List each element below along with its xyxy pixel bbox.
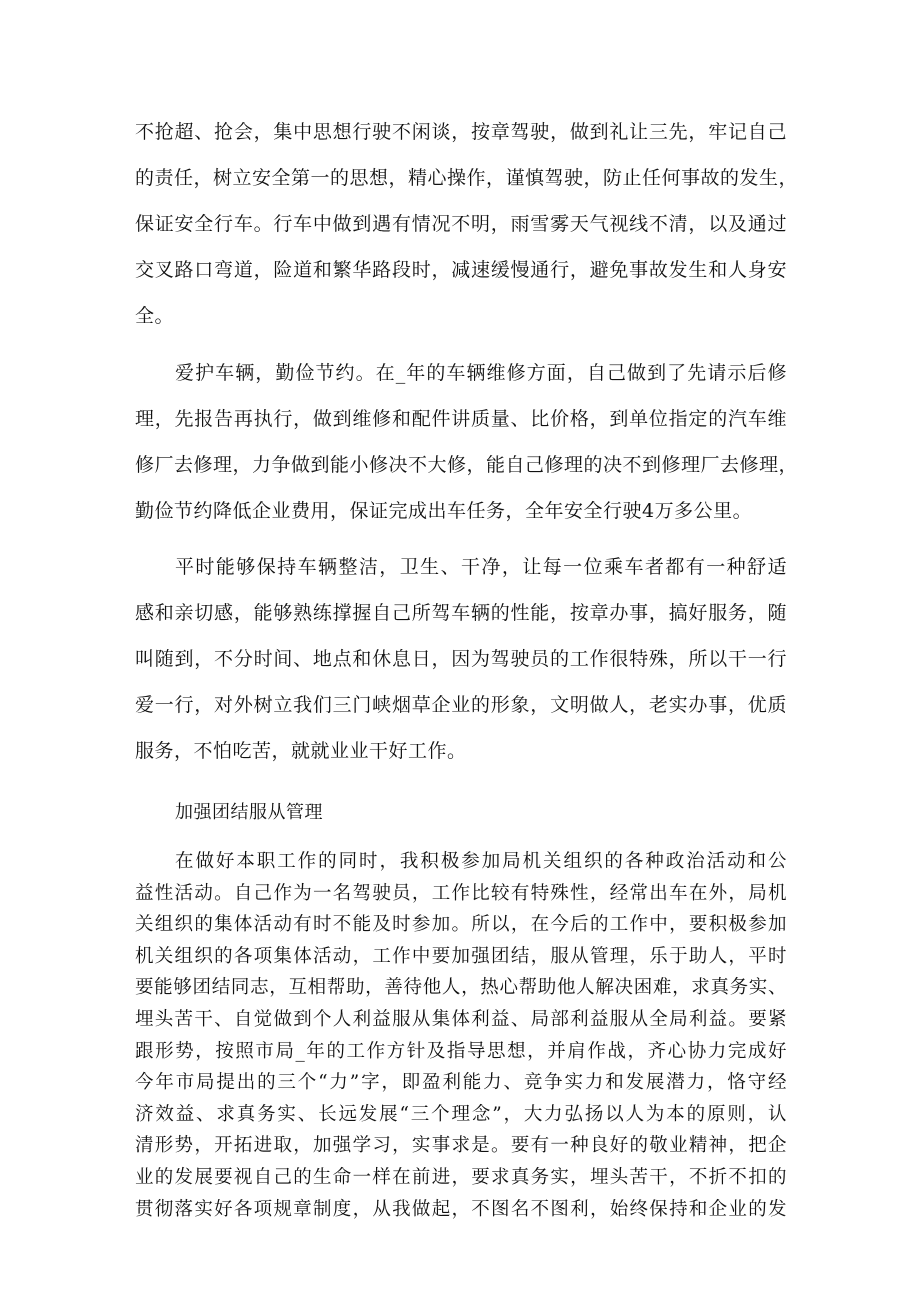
paragraph-teamwork <box>135 846 787 1225</box>
text-line: 的责任，树立安全第一的思想，精心操作，谨慎驾驶，防止任何事故的发生， <box>135 167 799 189</box>
text-line: 埋头苦干、自觉做到个人利益服从集体利益、局部利益服从全局利益。要紧 <box>135 1008 787 1030</box>
text-line: 益性活动。自己作为一名驾驶员，工作比较有特殊性，经常出车在外，局机 <box>135 882 787 904</box>
text-line: 勤俭节约降低企业费用，保证完成出车任务，全年安全行驶4万多公里。 <box>135 500 753 522</box>
text-line: 济效益、求真务实、长远发展“三个理念”，大力弘扬以人为本的原则，认 <box>135 1103 787 1125</box>
text-line: 清形势，开拓进取，加强学习，实事求是。要有一种良好的敬业精神，把企 <box>135 1135 787 1157</box>
text-line: 爱一行，对外树立我们三门峡烟草企业的形象，文明做人，老实办事，优质 <box>135 694 787 716</box>
text-line: 保证安全行车。行车中做到遇有情况不明，雨雪雾天气视线不清，以及通过 <box>135 213 787 235</box>
text-line: 在做好本职工作的同时，我积极参加局机关组织的各种政治活动和公 <box>175 851 787 872</box>
text-line: 贯彻落实好各项规章制度，从我做起，不图名不图利，始终保持和企业的发 <box>135 1198 787 1220</box>
text-line: 跟形势，按照市局_年的工作方针及指导思想，并肩作战，齐心协力完成好 <box>135 1040 787 1062</box>
text-line: 平时能够保持车辆整洁，卫生、干净，让每一位乘车者都有一种舒适 <box>175 556 787 578</box>
text-line: 叫随到，不分时间、地点和休息日，因为驾驶员的工作很特殊，所以干一行 <box>135 648 787 670</box>
text-line: 全。 <box>135 305 175 327</box>
text-line: 交叉路口弯道，险道和繁华路段时，减速缓慢通行，避免事故发生和人身安 <box>135 259 787 281</box>
section-heading: 加强团结服从管理 <box>175 802 323 823</box>
text-line: 理，先报告再执行，做到维修和配件讲质量、比价格，到单位指定的汽车维 <box>135 408 787 430</box>
text-line: 不抢超、抢会，集中思想行驶不闲谈，按章驾驶，做到礼让三先，牢记自己 <box>135 121 787 143</box>
text-line: 机关组织的各项集体活动，工作中要加强团结，服从管理，乐于助人，平时 <box>135 945 787 967</box>
paragraph-safe-driving <box>135 109 799 339</box>
text-line: 感和亲切感，能够熟练撑握自己所驾车辆的性能，按章办事，搞好服务，随 <box>135 602 787 624</box>
paragraph-service <box>135 544 787 774</box>
text-line: 业的发展要视自己的生命一样在前进，要求真务实，埋头苦干，不折不扣的 <box>135 1166 787 1188</box>
text-line: 要能够团结同志，互相帮助，善待他人，热心帮助他人解决困难，求真务实、 <box>135 977 787 999</box>
text-line: 修厂去修理，力争做到能小修决不大修，能自己修理的决不到修理厂去修理， <box>135 454 799 476</box>
text-line: 服务，不怕吃苦，就就业业干好工作。 <box>135 740 467 762</box>
text-line: 今年市局提出的三个“力”字，即盈利能力、竞争实力和发展潜力，恪守经 <box>135 1072 787 1094</box>
text-line: 爱护车辆，勤俭节约。在_年的车辆维修方面，自己做到了先请示后修 <box>175 362 787 384</box>
text-line: 关组织的集体活动有时不能及时参加。所以，在今后的工作中，要积极参加 <box>135 914 787 936</box>
paragraph-vehicle-care <box>135 350 799 534</box>
